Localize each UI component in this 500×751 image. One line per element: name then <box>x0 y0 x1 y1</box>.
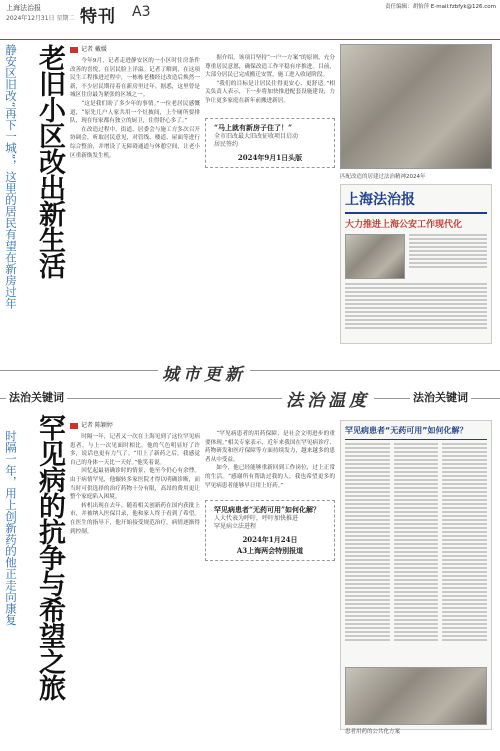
story1-paragraph: 今年9月，记者走进静安区的一小区时住房条件改善的喜悦，在居民脸上洋溢。记者了解到，在这项民生工程推进过程中，一栋栋老楼经过改造后焕然一新，不少居民期待着在新房里过年。据悉，这里曾是城区住房最为紧张的区域之一。 <box>70 58 200 99</box>
newspaper-headline: 罕见病患者“无药可用”如何化解？ <box>345 426 468 435</box>
story1-related-card[interactable] <box>205 118 335 168</box>
related-card-title: “马上就有新房子住了！” <box>214 122 293 132</box>
author-marker-icon <box>70 423 78 429</box>
story2-paragraph: 回忆起最初确诊时的情景，他至今仍心有余悸。由于病情罕见，他辗转多家医院才得以明确诊断，而当时可供选择的治疗药物十分有限，高昂的费用更让整个家庭陷入困境。 <box>70 468 200 501</box>
section-label-right: 法治关键词 <box>410 389 471 405</box>
related-card-date: 2024年1月24日 <box>242 535 298 545</box>
newspaper-name: 上海法治报 <box>345 192 415 208</box>
story2-subheadline: 时隔一年，用上创新药的他正走向康复 <box>4 430 18 626</box>
story2-paragraph: 时隔一年，记者又一次在上海见到了这位罕见病患者。与上一次见面时相比，他的气色明显好了许多，说话也更有力气了。“用上了新药之后，我感觉自己的身体一天比一天好。”他笑着说。 <box>70 434 200 466</box>
page-number: A3 <box>132 4 151 20</box>
story2-paragraph: 如今，他已经能够重新回到工作岗位，过上正常的生活。“感谢所有帮助过我的人，我也希望更多的罕见病患者能够早日用上好药。” <box>205 465 335 489</box>
related-card-sub2: 罕见病立法进程 <box>214 523 257 531</box>
editor-credit: 责任编辑：胡怡萍 E-mail:fzbfyk@126.com <box>385 4 496 10</box>
photo-caption: 匹配改造的居建过法治精神2024年 <box>340 174 426 180</box>
story1-paragraph: “我们的目标是让居民住得更安心、更舒适。”相关负责人表示，下一步将加快推进配套设施建设，力争让更多家庭在新年前搬进新居。 <box>205 80 335 104</box>
story2-paragraph: “罕见病患者的用药保障，是社会文明进步的重要体现。”相关专家表示，近年来我国在罕见病诊疗、药物研发和医疗保障等方面持续发力，越来越多的患者从中受益。 <box>205 431 335 463</box>
banner-line-1: 城市更新 <box>158 360 250 385</box>
masthead-rule <box>345 212 487 214</box>
issue-date: 2024年12月31日 星期二 <box>6 15 75 22</box>
author-marker-icon <box>70 47 78 53</box>
page-header <box>0 0 500 40</box>
section-label-left: 法治关键词 <box>6 389 67 405</box>
section-title: 特刊 <box>80 7 116 27</box>
related-card-sub2: 居民签约 <box>214 140 239 148</box>
photo-old-community <box>340 44 492 169</box>
related-card-date: 2024年9月1日头版 <box>237 152 303 162</box>
story1-headline: 老旧小区改出新生活 <box>34 44 65 278</box>
story1-author: 记者 戴媛 <box>81 46 107 53</box>
frontpage-thumbnail-2 <box>340 420 492 735</box>
story1-subheadline: 静安区旧改“再下一城”，这里的居民有望在新房过年 <box>4 44 18 309</box>
section-banner <box>0 352 500 412</box>
story1-paragraph: “这是我们盼了多少年的事情。”一位老居民感慨道，“原先几户人家共用一个灶披间，上个厕所要排队，现在每家都有独立的厨卫，住得舒心多了。” <box>70 100 200 125</box>
story1-column-left <box>70 44 200 160</box>
newspaper-headline: 大力推进上海公安工作现代化 <box>345 220 463 230</box>
story2-column-right <box>205 420 335 561</box>
newspaper-frontpage <box>340 184 492 344</box>
story1-paragraph: 在改造过程中，街道、居委会与施工方多次召开协调会，听取居民意见，对管线、楼道、屋面等进行综合整治，并增设了无障碍通道与休憩空间，让老小区重新焕发生机。 <box>70 126 200 159</box>
story1-paragraph: 据介绍，该项目坚持“一户一方案”的原则，充分尊重居民意愿，确保改造工作平稳有序推进。目前，大部分居民已完成搬迁安置，施工进入收尾阶段。 <box>205 55 335 79</box>
related-card-sub: 全市旧改最大旧改征收项目启动 <box>214 132 299 140</box>
frontpage-photo <box>345 667 487 725</box>
frontpage-photo <box>345 234 405 279</box>
story2-paragraph: 转机出现在去年。随着相关创新药在国内获批上市，并被纳入医保目录，他和家人终于看到了希望。在医生的指导下，他开始接受规范治疗，病情逐渐得到控制。 <box>70 502 200 535</box>
story1-column-right <box>205 44 335 168</box>
banner-line-2: 法治温度 <box>282 386 374 411</box>
masthead-logo: 上海法治报 <box>6 4 41 12</box>
story2-author: 记者 陈颖婷 <box>81 422 113 429</box>
related-card-title: 罕见病患者“无药可用”如何化解？ <box>214 505 321 515</box>
photo-caption: 患者用药的公共化方案 <box>345 729 401 735</box>
story2-column-left <box>70 420 200 536</box>
frontpage-thumbnail-1 <box>340 44 492 344</box>
related-card-sub: 人大代表为呼吁，呼吁加快推进 <box>214 515 299 523</box>
story2-related-card[interactable] <box>205 500 335 561</box>
related-card-date-2: A3上海两会特别报道 <box>236 546 304 556</box>
story2-headline: 罕见病的抗争与希望之旅 <box>34 414 65 700</box>
